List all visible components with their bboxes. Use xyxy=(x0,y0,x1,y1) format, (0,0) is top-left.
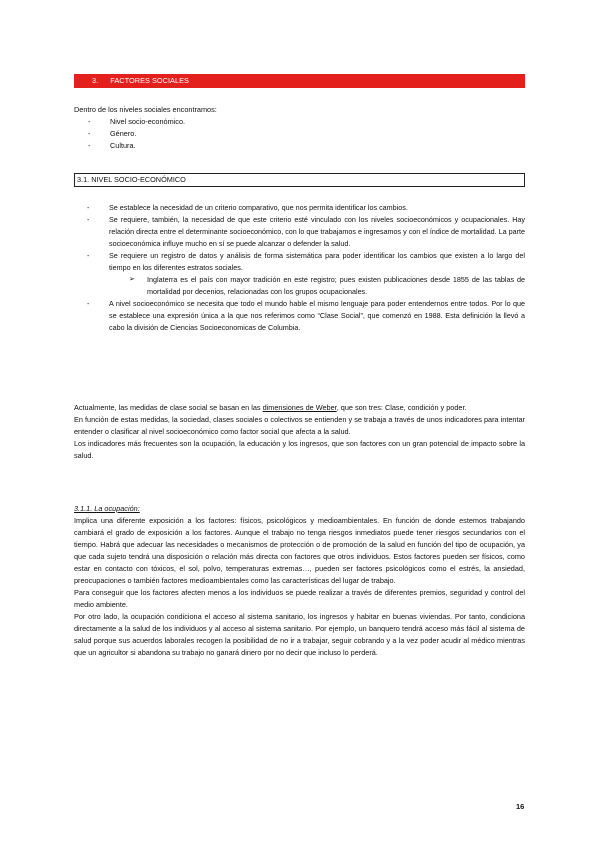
bullet-dash: - xyxy=(87,215,90,224)
paragraph-line: Implica una diferente exposición a los factores: físicos, psicológicos y medioambientales. En función de donde estemos trabajando cambiará el grado de exposición a los factores. Aunque el trabajo no tenga riesgos inmediatos puede tener riesgos secundarios con el tiempo. Habrá que adecuar las necesidades o mecanismos de protección o de promoción de la salud en función del tipo de ocupación, ya que cada sujeto tendrá una disposición o relación más directa con factores que otros individuos. Estos factores pueden ser físicos, como estar en contacto con tóxicos, el sol, polvo, temperaturas extremas…, pueden ser factores psicológicos como el estrés, la ansiedad, preocupaciones o también factores medioambientales como las características del lugar de trabajo. xyxy=(74,516,525,585)
sub-bullet-item xyxy=(109,274,525,298)
list-dash: - xyxy=(88,141,91,150)
section-header-bar xyxy=(74,74,525,88)
weber-dimensions-link[interactable]: dimensiones de Weber xyxy=(262,403,337,412)
list-item-text: Género. xyxy=(110,129,137,138)
paragraph-line: En función de estas medidas, la sociedad, clases sociales o colectivos se entienden y se trabaja a través de unos indicadores para intentar entender o clasificar al nivel socioeconómico como factor social que afecta a la salud. xyxy=(74,415,525,436)
paragraph-text: Actualmente, las medidas de clase social se basan en las xyxy=(74,403,263,412)
arrow-bullet-icon: ➢ xyxy=(129,276,135,283)
bullet-dash: - xyxy=(87,299,90,308)
paragraph-line: Por otro lado, la ocupación condiciona el acceso al sistema sanitario, los ingresos y habitar en buenas viviendas. Por tanto, condiciona directamente a la salud de los individuos y al acceso al sistema sanitario. Por ejemplo, un banquero tendrá acceso más fácil al sistema de salud porque sus acuerdos laborales recogen la posibilidad de no ir a trabajar, seguir cobrando y a la vez poder acudir al médico mientras que un agricultor si abandona su trabajo no ganará dinero por no decir que incluso lo perderá. xyxy=(74,612,525,657)
bullet-dash: - xyxy=(87,251,90,260)
bullet-text: Se establece la necesidad de un criterio comparativo, que nos permita identificar los cambios. xyxy=(109,203,408,212)
list-item xyxy=(74,128,525,140)
paragraph-text: , que son tres: Clase, condición y poder. xyxy=(336,403,467,412)
bullet-item xyxy=(74,202,525,214)
section-title: FACTORES SOCIALES xyxy=(110,76,189,85)
bullet-text: Se requiere, también, la necesidad de que este criterio esté vinculado con los niveles socioeconómicos y ocupacionales. Hay relación directa entre el determinante socioeconómico, con lo que trabajamos e ingresamos y con el índice de mortalidad. La parte socioeconómica influye mucho en sí se puede alcanzar o defender la salud. xyxy=(109,215,525,248)
list-dash: - xyxy=(88,129,91,138)
bullet-text: Se requiere un registro de datos y análisis de forma sistemática para poder identificar los cambios que existen a lo largo del tiempo en los diferentes estratos sociales. xyxy=(109,251,525,272)
bullet-item xyxy=(74,250,525,298)
bullet-item xyxy=(74,214,525,250)
page-number: 16 xyxy=(516,802,525,811)
bullet-item xyxy=(74,298,525,334)
subsubsection-title: 3.1.1. La ocupación: xyxy=(74,504,140,513)
section-number: 3. xyxy=(92,76,99,85)
subsection-header-box xyxy=(74,173,525,187)
paragraph-line: Para conseguir que los factores afecten menos a los individuos se puede realizar a través de diferentes premios, seguridad y control del medio ambiente. xyxy=(74,588,525,609)
bullet-text: A nivel socioeconómico se necesita que todo el mundo hable el mismo lenguaje para poder entendernos entre todos. Por lo que se establece una expresión única a la que nos referimos como “Clase Social”, que comenzó en 1988. Esta definición la llevó a cabo la división de Ciencias Socioeconomicas de Columbia. xyxy=(109,299,525,332)
intro-text: Dentro de los niveles sociales encontramos: xyxy=(74,105,217,114)
list-item-text: Cultura. xyxy=(110,141,136,150)
subsection-title: 3.1. NIVEL SOCIO-ECONÓMICO xyxy=(77,175,186,184)
list-item-text: Nivel socio-económico. xyxy=(110,117,186,126)
social-class-paragraph xyxy=(74,402,525,462)
socioeconomic-bullets xyxy=(74,202,525,334)
list-item xyxy=(74,140,525,152)
list-item xyxy=(74,116,525,128)
paragraph-line: Los indicadores más frecuentes son la ocupación, la educación y los ingresos, que son factores con un gran potencial de impacto sobre la salud. xyxy=(74,439,525,460)
social-levels-list xyxy=(74,116,525,152)
list-dash: - xyxy=(88,117,91,126)
sub-bullet-text: Inglaterra es el país con mayor tradición en este registro; pues existen publicaciones desde 1855 de las tablas de mortalidad por decenios, relacionadas con los grupos ocupacionales. xyxy=(147,275,525,296)
occupation-paragraph xyxy=(74,515,525,659)
bullet-dash: - xyxy=(87,203,90,212)
